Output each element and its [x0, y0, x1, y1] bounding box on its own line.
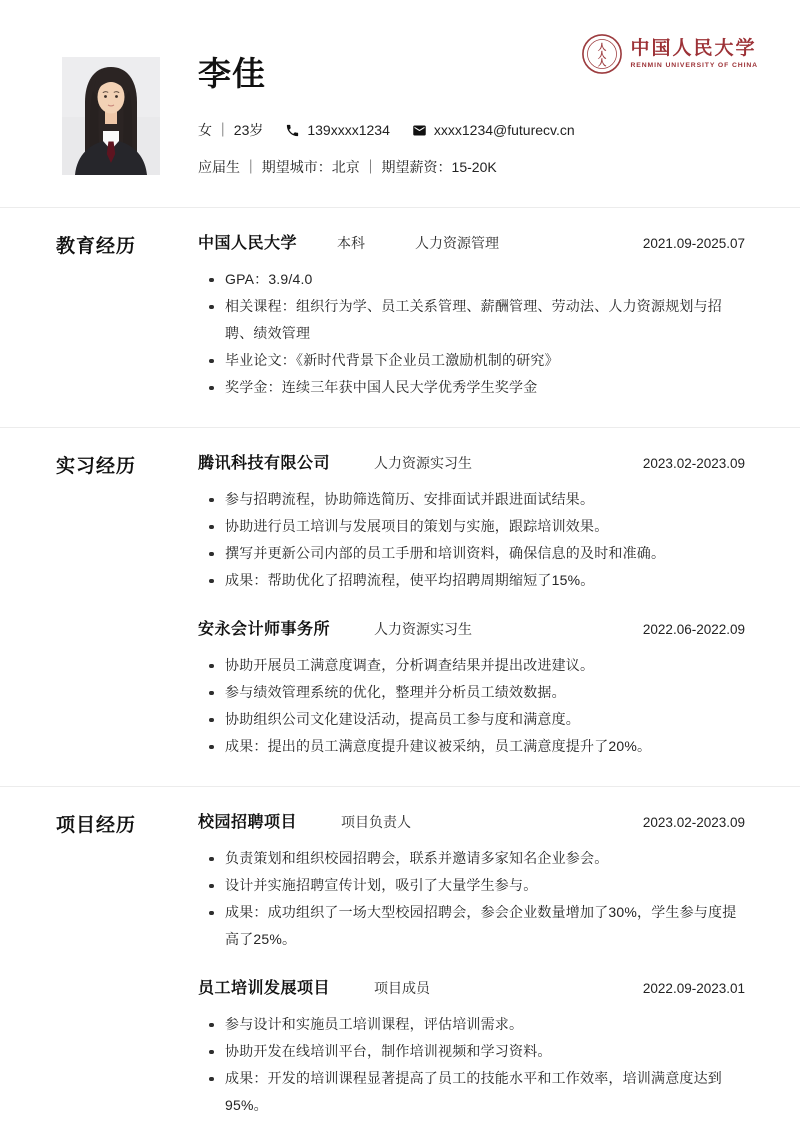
project-name: 校园招聘项目 [198, 814, 298, 831]
bullet-item: 奖学金：连续三年获中国人民大学优秀学生奖学金 [198, 374, 745, 401]
bullet-list [198, 266, 745, 401]
university-name-en: RENMIN UNIVERSITY OF CHINA [630, 62, 758, 70]
identity-block [198, 57, 575, 177]
bullet-item: 负责策划和组织校园招聘会，联系并邀请多家知名企业参会。 [198, 845, 745, 872]
contact-row [198, 120, 575, 140]
university-logo-text [630, 39, 758, 70]
profile-photo-illustration [62, 57, 160, 175]
internship-entry [198, 450, 745, 594]
bullet-item: GPA：3.9/4.0 [198, 266, 745, 293]
gender-age [198, 120, 263, 140]
bullet-list [198, 652, 745, 760]
svg-text:人: 人 [598, 49, 607, 60]
university-logo [581, 33, 758, 75]
major: 人力资源管理 [415, 235, 500, 251]
date-range: 2023.02-2023.09 [642, 456, 745, 471]
university-name-cn: 中国人民大学 [630, 37, 757, 59]
degree: 本科 [337, 235, 366, 251]
candidate-name: 李佳 [198, 55, 266, 92]
date-range: 2022.06-2022.09 [642, 622, 745, 637]
bullet-item: 参与设计和实施员工培训课程，评估培训需求。 [198, 1011, 745, 1038]
bullet-item: 协助组织公司文化建设活动，提高员工参与度和满意度。 [198, 706, 745, 733]
project-entry [198, 975, 745, 1119]
bullet-list [198, 845, 745, 953]
entry-header [198, 809, 745, 832]
bullet-item: 成果：帮助优化了招聘流程，使平均招聘周期缩短了15%。 [198, 567, 745, 594]
bullet-item: 协助开发在线培训平台，制作培训视频和学习资料。 [198, 1038, 745, 1065]
job-title: 人力资源实习生 [374, 455, 473, 471]
bullet-item: 成果：开发的培训课程显著提高了员工的技能水平和工作效率，培训满意度达到95%。 [198, 1065, 745, 1119]
bullet-item: 设计并实施招聘宣传计划，吸引了大量学生参与。 [198, 872, 745, 899]
phone-number: 139xxxx1234 [307, 122, 390, 138]
section-education [0, 207, 800, 427]
bullet-item: 协助进行员工培训与发展项目的策划与实施，跟踪培训效果。 [198, 513, 745, 540]
company-name: 腾讯科技有限公司 [198, 455, 331, 472]
date-range: 2023.02-2023.09 [642, 815, 745, 830]
email-address: xxxx1234@futurecv.cn [433, 122, 575, 138]
bullet-item: 成果：提出的员工满意度提升建议被采纳，员工满意度提升了20%。 [198, 733, 745, 760]
date-range: 2021.09-2025.07 [642, 236, 745, 251]
internship-entry [198, 616, 745, 760]
job-title: 人力资源实习生 [374, 621, 473, 637]
bullet-item: 毕业论文：《新时代背景下企业员工激励机制的研究》 [198, 347, 745, 374]
bullet-list [198, 486, 745, 594]
project-name: 员工培训发展项目 [198, 980, 331, 997]
project-role: 项目成员 [374, 980, 431, 996]
profile-photo [62, 57, 160, 175]
resume-header [0, 0, 800, 177]
phone-item [285, 122, 390, 138]
entry-header [198, 616, 745, 639]
entry-header [198, 450, 745, 473]
bullet-item: 协助开展员工满意度调查，分析调查结果并提出改进建议。 [198, 652, 745, 679]
svg-text:人: 人 [598, 42, 607, 53]
date-range: 2022.09-2023.01 [642, 981, 745, 996]
entry-header [198, 975, 745, 998]
project-entry [198, 809, 745, 953]
gender-age-text: 女 ｜ 23岁 [198, 122, 264, 138]
bullet-item: 参与招聘流程，协助筛选简历、安排面试并跟进面试结果。 [198, 486, 745, 513]
section-title-internship: 实习经历 [56, 456, 137, 477]
project-role: 项目负责人 [341, 814, 412, 830]
company-name: 安永会计师事务所 [198, 621, 331, 638]
entry-header [198, 230, 745, 253]
bullet-list [198, 1011, 745, 1119]
section-title-projects: 项目经历 [56, 815, 137, 836]
mail-icon [412, 123, 427, 138]
bullet-item: 撰写并更新公司内部的员工手册和培训资料，确保信息的及时和准确。 [198, 540, 745, 567]
section-internship [0, 427, 800, 786]
section-title-education: 教育经历 [56, 236, 137, 257]
university-seal-icon [581, 33, 623, 75]
email-item [412, 122, 575, 138]
phone-icon [285, 123, 300, 138]
education-entry [198, 230, 745, 401]
section-projects [0, 786, 800, 1132]
svg-text:人: 人 [598, 57, 607, 68]
bullet-item: 成果：成功组织了一场大型校园招聘会，参会企业数量增加了30%，学生参与度提高了25%。 [198, 899, 745, 953]
bullet-item: 相关课程：组织行为学、员工关系管理、薪酬管理、劳动法、人力资源规划与招聘、绩效管理 [198, 293, 745, 347]
school-name: 中国人民大学 [198, 235, 298, 252]
expectation-row: 应届生 ｜ 期望城市：北京 ｜ 期望薪资：15-20K [198, 159, 497, 175]
bullet-item: 参与绩效管理系统的优化，整理并分析员工绩效数据。 [198, 679, 745, 706]
resume-sections [0, 207, 800, 1132]
